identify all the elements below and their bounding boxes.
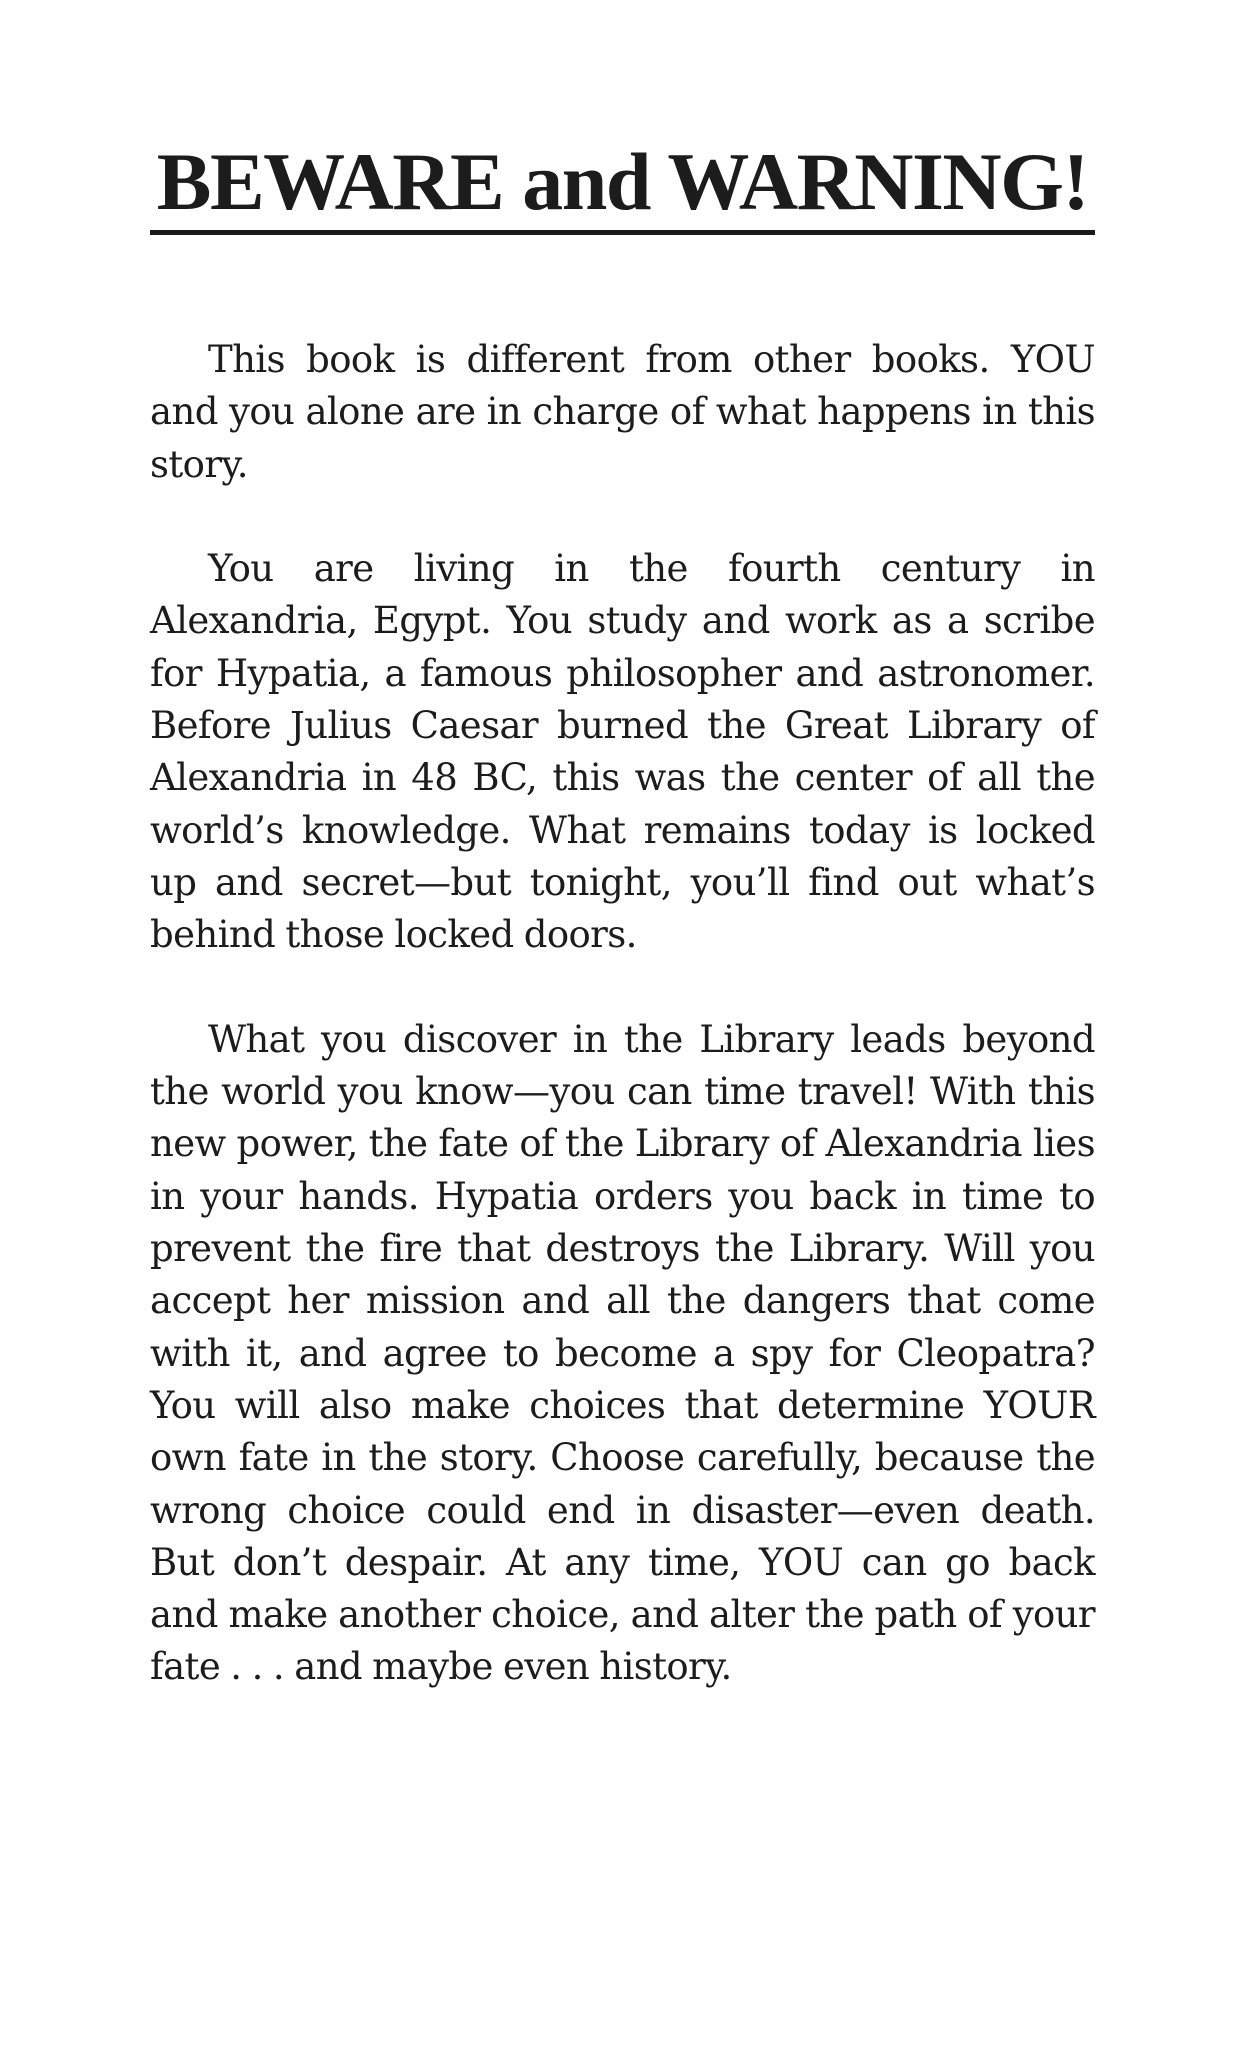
paragraph-setting: You are living in the fourth century in Alexandria, Egypt. You study and work as a scribe for Hypatia, a famous philosopher and astronomer. Before Julius Caesar burned the Great Library of Alexandria in 48 BC, this was the center of all the world’s knowledge. What remains today is locked up and secret—but tonight, you’ll find out what’s behind those locked doors. [150, 547, 1095, 957]
paragraph-intro: This book is different from other books. YOU and you alone are in charge of what happens in this story. [150, 338, 1095, 486]
page-heading: BEWARE and WARNING! [156, 136, 1089, 227]
paragraph-mission: What you discover in the Library leads beyond the world you know—you can time travel! With this new power, the fate of the Library of Alexandria lies in your hands. Hypatia orders you back in time to prevent the fire that destroys the Library. Will you accept her mission and all the dangers that come with it, and agree to become a spy for Cleopatra? You will also make choices that determine YOUR own fate in the story. Choose carefully, because the wrong choice could end in disaster—even death. But don’t despair. At any time, YOU can go back and make another choice, and alter the path of your fate . . . and maybe even history. [150, 1017, 1095, 1689]
body-text [150, 334, 1095, 1746]
heading-block [150, 138, 1095, 235]
